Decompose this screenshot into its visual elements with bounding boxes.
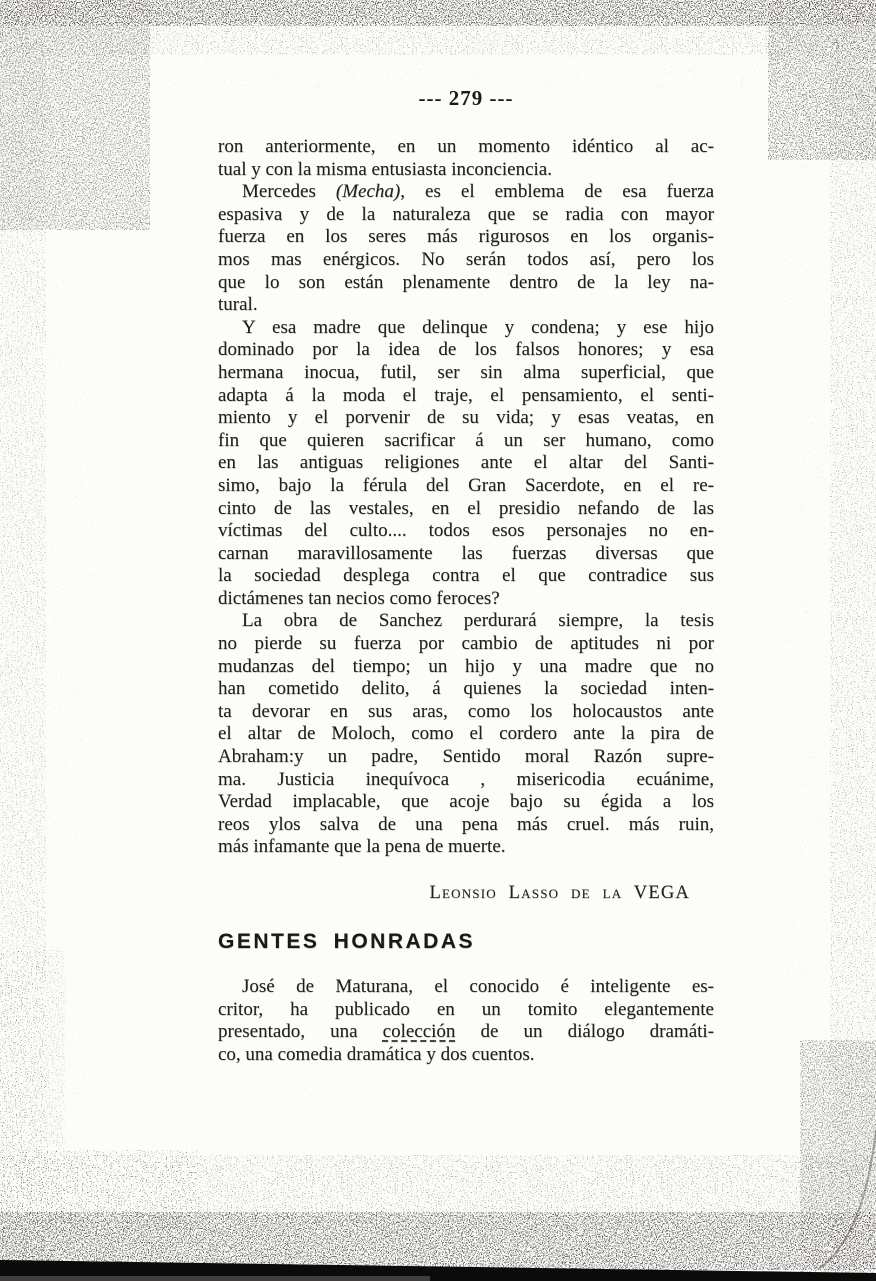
text-line <box>218 814 714 837</box>
noise-left-edge <box>0 0 46 1281</box>
text-line <box>218 498 714 521</box>
text-segment: Verdad implacable, que acoje bajo su égida a los <box>218 791 714 813</box>
text-segment: más infamante que la pena de muerte. <box>218 836 506 858</box>
text-line <box>218 999 714 1022</box>
text-segment: de un diálogo dramáti- <box>455 1021 715 1043</box>
text-line <box>218 656 714 679</box>
text-line <box>218 159 714 182</box>
text-line <box>218 543 714 566</box>
text-segment: ta devorar en sus aras, como los holocaustos ante <box>218 700 714 722</box>
bottom-scan-band <box>0 1260 876 1281</box>
text-line <box>218 1021 714 1044</box>
noise-left-edge-fade <box>0 0 95 1281</box>
text-segment: simo, bajo la férula del Gran Sacerdote, en el re- <box>218 474 714 496</box>
bottom-scan-band-gray <box>0 1276 430 1281</box>
noise-right-edge-fade <box>786 0 876 1281</box>
text-line <box>218 294 714 317</box>
text-segment: hermana inocua, futil, ser sin alma superficial, que <box>218 361 714 383</box>
text-line <box>218 407 714 430</box>
text-segment: el altar de Moloch, como el cordero ante la pira de <box>218 723 714 745</box>
text-segment: la sociedad desplega contra el que contradice sus <box>218 565 714 587</box>
text-line <box>218 249 714 272</box>
text-segment: espasiva y de la naturaleza que se radia con mayor <box>218 203 714 225</box>
text-segment: en las antiguas religiones ante el altar del Santi- <box>218 452 714 474</box>
italic-text: (Mecha) <box>335 181 401 203</box>
text-segment: fin que quieren sacrificar á un ser humano, como <box>218 429 714 451</box>
text-line <box>218 588 714 611</box>
text-segment: ron anteriormente, en un momento idéntico al ac- <box>218 136 714 157</box>
text-line <box>218 204 714 227</box>
noise-bottom-band-outer <box>0 1155 876 1270</box>
text-segment: han cometido delito, á quienes la sociedad inten- <box>218 678 714 700</box>
article-body-1 <box>218 136 714 859</box>
text-segment: cinto de las vestales, en el presidio nefando de las <box>218 497 714 519</box>
text-segment: que lo son están plenamente dentro de la ley na- <box>218 271 714 293</box>
text-line <box>218 723 714 746</box>
noise-bottom-right-corner <box>800 1040 876 1281</box>
text-line <box>218 226 714 249</box>
text-segment: Abraham:y un padre, Sentido moral Razón supre- <box>218 746 714 768</box>
text-line <box>218 1044 714 1067</box>
author-signature: Leonsio Lasso de la VEGA <box>429 883 690 903</box>
text-segment: reos ylos salva de una pena más cruel. más ruin, <box>218 813 714 835</box>
text-segment: dictámenes tan necios como feroces? <box>218 587 500 609</box>
noise-left-lower <box>0 950 65 1281</box>
text-line <box>218 339 714 362</box>
section-heading: GENTES HONRADAS <box>218 930 476 953</box>
text-line <box>218 520 714 543</box>
text-line <box>218 385 714 408</box>
text-line <box>218 452 714 475</box>
text-line <box>218 701 714 724</box>
noise-top-right-corner <box>768 0 876 160</box>
text-line <box>218 976 714 999</box>
text-line <box>218 769 714 792</box>
text-segment: José de Maturana, el conocido é inteligente es- <box>242 976 714 997</box>
text-segment: Mercedes <box>242 181 336 203</box>
noise-bottom-left <box>0 1150 200 1230</box>
page-number: --- 279 --- <box>418 86 514 110</box>
text-segment: dominado por la idea de los falsos honores; y esa <box>218 339 714 361</box>
text-line <box>218 610 714 633</box>
text-segment: Y esa madre que delinque y condena; y ese hijo <box>242 316 714 338</box>
page-corner-curve <box>820 1130 876 1268</box>
text-segment: no pierde su fuerza por cambio de aptitudes ni por <box>218 633 714 655</box>
text-line <box>218 633 714 656</box>
text-line <box>218 317 714 340</box>
text-segment: mos mas enérgicos. No serán todos así, pero los <box>218 248 714 270</box>
text-line <box>218 475 714 498</box>
text-line <box>218 430 714 453</box>
article-body-2 <box>218 976 714 1066</box>
text-segment: adapta á la moda el traje, el pensamiento, el senti- <box>218 384 714 406</box>
text-line <box>218 678 714 701</box>
text-segment: tural. <box>218 294 258 316</box>
text-segment: co, una comedia dramática y dos cuentos. <box>218 1043 535 1065</box>
text-line <box>218 836 714 859</box>
text-segment: La obra de Sanchez perdurará siempre, la tesis <box>242 610 714 632</box>
text-segment: miento y el porvenir de su vida; y esas veatas, en <box>218 407 714 429</box>
text-segment: critor, ha publicado en un tomito elegantemente <box>218 998 714 1020</box>
text-column <box>218 0 714 1066</box>
text-line <box>218 181 714 204</box>
noise-bottom-band <box>0 1212 876 1270</box>
text-segment: fuerza en los seres más rigurosos en los organis- <box>218 226 714 248</box>
text-segment: ma. Justicia inequívoca , misericodia ecuánime, <box>218 768 714 790</box>
text-segment: presentado, una <box>218 1021 383 1043</box>
text-segment: , es el emblema de esa fuerza <box>400 181 714 203</box>
text-line <box>218 272 714 295</box>
text-line <box>218 136 714 159</box>
text-segment: víctimas del culto.... todos esos personajes no en- <box>218 520 714 542</box>
text-line <box>218 565 714 588</box>
text-line <box>218 362 714 385</box>
underlined-text: colección <box>382 1021 456 1043</box>
text-segment: carnan maravillosamente las fuerzas diversas que <box>218 542 714 564</box>
noise-top-left-corner <box>0 0 150 230</box>
text-line <box>218 791 714 814</box>
text-line <box>218 746 714 769</box>
text-segment: mudanzas del tiempo; un hijo y una madre que no <box>218 655 714 677</box>
noise-right-edge <box>830 0 876 1281</box>
text-segment: tual y con la misma entusiasta inconciencia. <box>218 158 552 180</box>
